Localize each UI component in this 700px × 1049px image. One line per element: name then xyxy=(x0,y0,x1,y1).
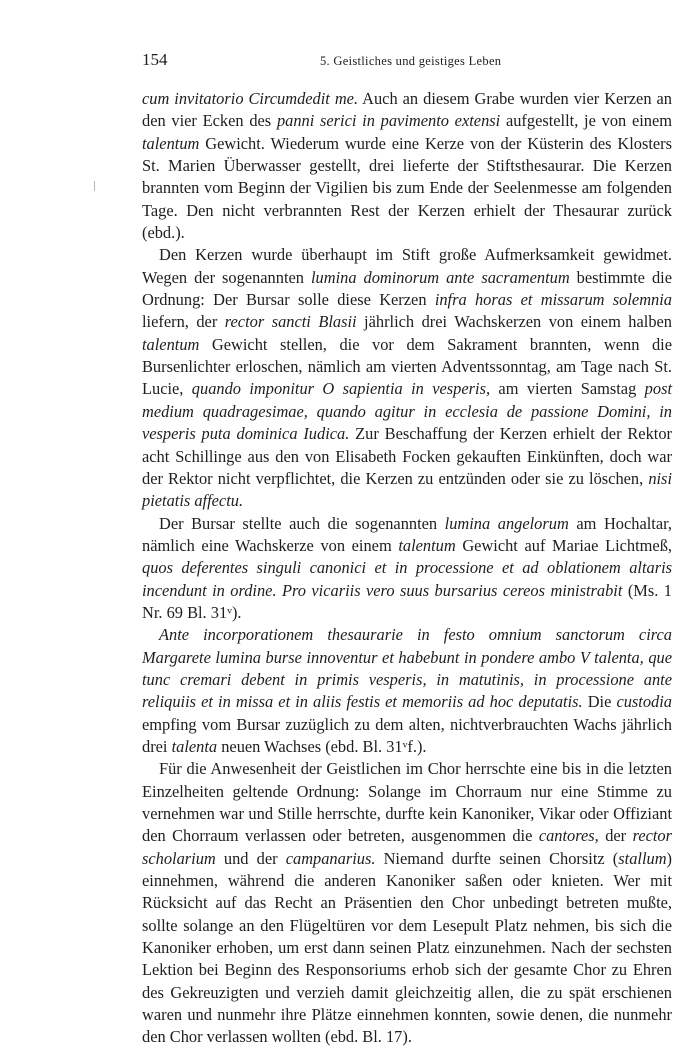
text-run: bestimmte die Ordnung: Der Bursar solle diese Kerzen xyxy=(142,267,672,310)
latin-quotation: talentum xyxy=(142,334,200,354)
text-run: Gewicht stellen, die vor dem Sakrament brannten, wenn die Bursenlichter erloschen, nämlich am vierten Adventssonntag, am Tage nach St. Lucie, xyxy=(142,334,672,399)
text-run: neuen Wachses (ebd. Bl. 31ᵛf.). xyxy=(217,736,427,756)
text-run: Den Kerzen wurde überhaupt im Stift große Aufmerksamkeit gewidmet. Wegen der sogenannten xyxy=(142,245,672,287)
latin-quotation: talentum xyxy=(142,133,200,153)
body-paragraph xyxy=(142,244,672,512)
text-run: Niemand durfte seinen Chorsitz ( xyxy=(375,848,619,868)
text-run: und der xyxy=(215,848,286,868)
text-run: Die xyxy=(582,692,617,712)
latin-quotation: custodia xyxy=(616,692,672,712)
latin-quotation: panni serici in pavimento extensi xyxy=(276,111,501,131)
latin-quotation: quos deferentes singuli canonici et in processione et ad oblationem altaris incendunt in ordine. Pro vicariis vero suus bursarius cereos ministrabit xyxy=(142,558,672,600)
text-run: (Ms. 1 Nr. 69 Bl. 31ᵛ). xyxy=(142,580,672,622)
text-run: ) einnehmen, während die anderen Kanoniker saßen oder knieten. Wer mit Rücksicht auf das Recht an Präsentien den Chor unbedingt betreten mußte, sollte solange an den Flügeltüren vor dem Lesepult Platz nehmen, bis sich die Kanoniker erhoben, um erst dann seinen Platz einzunehmen. Nach der sechsten Lektion bei Beginn des Responsoriums erhob sich der gesamte Chor zu Ehren des Gekreuzigten und verzieh damit gleichzeitig allen, die zu spät erschienen waren und nunmehr ihre Plätze einnehmen konnten, sowie denen, die nunmehr den Chor verlassen wollten (ebd. Bl. 17). xyxy=(142,848,673,1047)
latin-quotation: talentum xyxy=(398,535,456,555)
latin-quotation: post medium quadragesimae, quando agitur in ecclesia de passione Domini, in vesperis puta dominica Iudica. xyxy=(142,379,672,444)
text-run: empfing vom Bursar zuzüglich zu dem alten, nichtverbrauchten Wachs jährlich drei xyxy=(142,714,672,756)
text-run: Gewicht auf Mariae Lichtmeß, xyxy=(455,535,672,555)
margin-mark xyxy=(94,181,95,191)
text-run: jährlich drei Wachskerzen von einem halben xyxy=(356,312,672,332)
latin-quotation: cantores, xyxy=(538,826,599,846)
latin-quotation: talenta xyxy=(171,736,218,756)
latin-quotation: lumina angelorum xyxy=(444,513,569,533)
body-paragraph xyxy=(142,513,672,625)
text-run: Zur Beschaffung der Kerzen erhielt der Rektor acht Schillinge aus den von Elisabeth Focken gekauften Einkünften, doch war der Rektor nicht verpflichtet, die Kerzen zu entzünden oder sie zu löschen, xyxy=(142,424,672,488)
text-run: am Hochaltar, nämlich eine Wachskerze von einem xyxy=(142,513,672,555)
latin-quotation: infra horas et missarum solemnia xyxy=(434,290,672,310)
latin-quotation: rector scholarium xyxy=(142,826,673,868)
text-run: Gewicht. Wiederum wurde eine Kerze von der Küsterin des Klosters St. Marien Überwasser gestellt, drei lieferte der Stiftsthesaurar. Die Kerzen brannten vom Beginn der Vigilien bis zum Ende der Seelenmesse am folgenden Tage. Den nicht verbrannten Rest der Kerzen erhielt der Thesaurar zurück (ebd.). xyxy=(142,133,672,243)
page-number: 154 xyxy=(142,50,168,69)
latin-quotation: rector sancti Blasii xyxy=(224,312,357,332)
text-run: Auch an diesem Grabe wurden vier Kerzen an den vier Ecken des xyxy=(142,89,672,131)
text-run: aufgestellt, je von einem xyxy=(500,111,673,131)
body-paragraph xyxy=(142,758,672,1048)
body-text xyxy=(142,88,672,1049)
text-run: der xyxy=(598,826,633,846)
text-run: am vierten Samstag xyxy=(490,379,645,399)
latin-quotation: stallum xyxy=(618,848,667,868)
body-paragraph xyxy=(142,88,672,244)
text-run: liefern, der xyxy=(142,312,225,332)
body-paragraph xyxy=(142,624,672,758)
latin-quotation: nisi pietatis affectu. xyxy=(142,468,672,511)
latin-quotation: campanarius. xyxy=(285,848,376,868)
latin-quotation: lumina dominorum ante sacramentum xyxy=(310,267,570,287)
text-run: Der Bursar stellte auch die sogenannten xyxy=(159,513,445,533)
latin-quotation: Ante incorporationem thesaurarie in festo omnium sanctorum circa Margarete lumina burse innoventur et habebunt in pondere ambo V talenta, que tunc cremari debent in primis vesperis, in matutinis, in processione ante reliquiis et in missa et in aliis festis et memoriis ad hoc deputatis. xyxy=(142,625,672,712)
text-run: Für die Anwesenheit der Geistlichen im Chor herrschte eine bis in die letzten Einzelheiten geltende Ordnung: Solange im Chorraum nur eine Stimme zu vernehmen war und Stille herrschte, durfte kein Kanoniker, Vikar oder Offiziant den Chorraum verlassen oder betreten, ausgenommen die xyxy=(142,759,672,846)
latin-quotation: quando imponitur O sapientia in vesperis, xyxy=(191,379,491,399)
running-head: 5. Geistliches und geistiges Leben xyxy=(320,54,502,68)
latin-quotation: cum invitatorio Circumdedit me. xyxy=(142,89,359,108)
page-header xyxy=(142,50,672,74)
